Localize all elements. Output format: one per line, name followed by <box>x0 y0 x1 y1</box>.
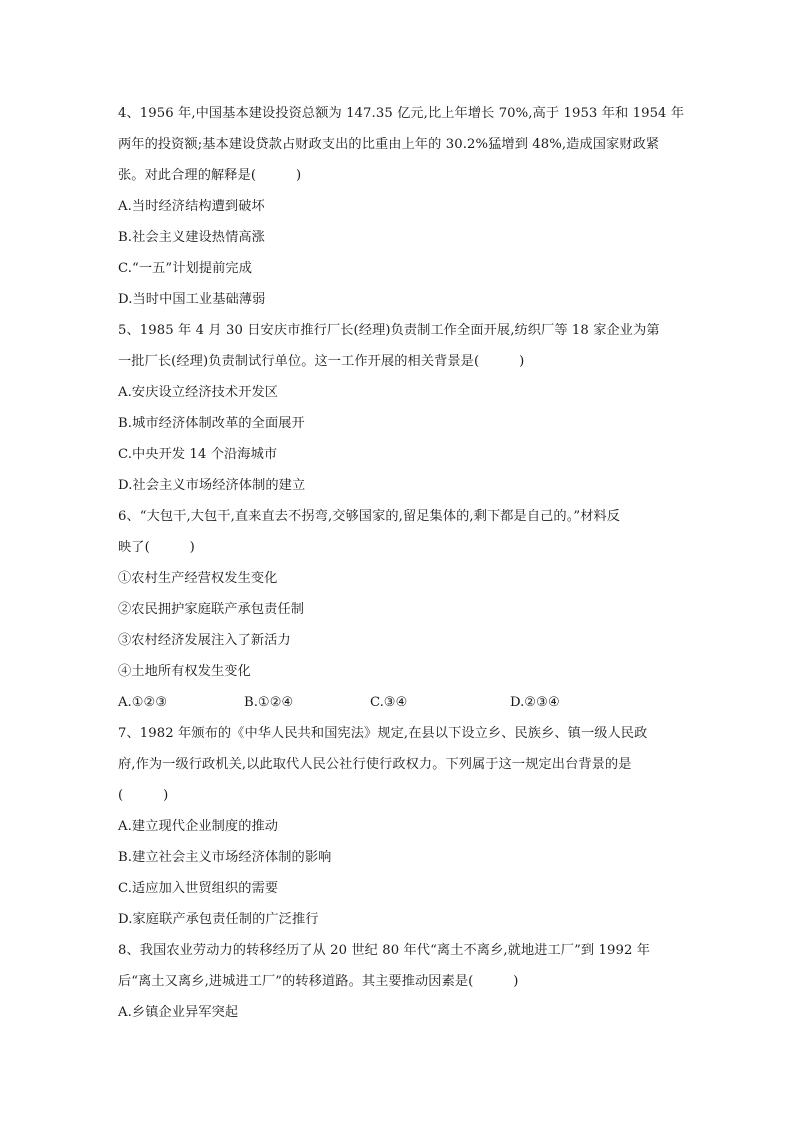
question-6-statement-2: ②农民拥护家庭联产承包责任制 <box>118 602 305 617</box>
question-6-statement-3: ③农村经济发展注入了新活力 <box>118 633 291 648</box>
question-7 <box>118 718 678 935</box>
question-7-stem-line-2: 府,作为一级行政机关,以此取代人民公社行使行政权力。下列属于这一规定出台背景的是 <box>118 757 632 772</box>
question-8-stem-line-1: 8、我国农业劳动力的转移经历了从 20 世纪 80 年代“离土不离乡,就地进工厂”到 1992 年 <box>118 943 651 958</box>
question-6-statement-1: ①农村生产经营权发生变化 <box>118 571 278 586</box>
question-6-option-c: C.③④ <box>370 695 408 710</box>
question-6-option-a: A.①②③ <box>118 695 168 710</box>
question-6-statement-4: ④土地所有权发生变化 <box>118 664 251 679</box>
question-7-option-b: B.建立社会主义市场经济体制的影响 <box>118 850 332 865</box>
question-7-stem-line-1: 7、1982 年颁布的《中华人民共和国宪法》规定,在县以下设立乡、民族乡、镇一级人民政 <box>118 726 648 741</box>
question-7-option-a: A.建立现代企业制度的推动 <box>118 819 279 834</box>
question-4-option-a: A.当时经济结构遭到破坏 <box>118 199 265 214</box>
question-8-stem-line-2: 后“离土又离乡,进城进工厂”的转移道路。其主要推动因素是( ) <box>118 974 519 989</box>
question-5 <box>118 315 678 501</box>
question-8-option-a: A.乡镇企业异军突起 <box>118 1005 239 1020</box>
question-7-option-d: D.家庭联产承包责任制的广泛推行 <box>118 912 319 927</box>
question-5-stem-line-2: 一批厂长(经理)负责制试行单位。这一工作开展的相关背景是( ) <box>118 354 525 369</box>
question-6-option-d: D.②③④ <box>510 695 560 710</box>
question-6-stem-line-1: 6、“大包干,大包干,直来直去不拐弯,交够国家的,留足集体的,剩下都是自己的。”材料反 <box>118 509 621 524</box>
question-4-option-d: D.当时中国工业基础薄弱 <box>118 292 266 307</box>
question-5-option-d: D.社会主义市场经济体制的建立 <box>118 478 306 493</box>
question-4 <box>118 98 685 315</box>
question-6-option-b: B.①②④ <box>244 695 294 710</box>
question-5-option-c: C.中央开发 14 个沿海城市 <box>118 447 278 462</box>
question-4-stem-line-3: 张。对此合理的解释是( ) <box>118 168 302 183</box>
question-list <box>118 98 685 1028</box>
question-5-option-a: A.安庆设立经济技术开发区 <box>118 385 279 400</box>
question-5-stem-line-1: 5、1985 年 4 月 30 日安庆市推行厂长(经理)负责制工作全面开展,纺织厂等 18 家企业为第 <box>118 323 660 338</box>
question-4-stem-line-1: 4、1956 年,中国基本建设投资总额为 147.35 亿元,比上年增长 70%,高于 1953 年和 1954 年 <box>118 106 685 121</box>
question-7-option-c: C.适应加入世贸组织的需要 <box>118 881 279 896</box>
question-4-option-c: C.“一五”计划提前完成 <box>118 261 252 276</box>
question-8 <box>118 935 678 1028</box>
question-6-options-row <box>118 687 678 718</box>
question-4-option-b: B.社会主义建设热情高涨 <box>118 230 265 245</box>
question-7-stem-line-3: ( ) <box>118 788 169 803</box>
question-6 <box>118 501 678 718</box>
question-5-option-b: B.城市经济体制改革的全面展开 <box>118 416 305 431</box>
question-6-stem-line-2: 映了( ) <box>118 540 195 555</box>
question-4-stem-line-2: 两年的投资额;基本建设贷款占财政支出的比重由上年的 30.2%猛增到 48%,造成国家财政紧 <box>118 137 660 152</box>
